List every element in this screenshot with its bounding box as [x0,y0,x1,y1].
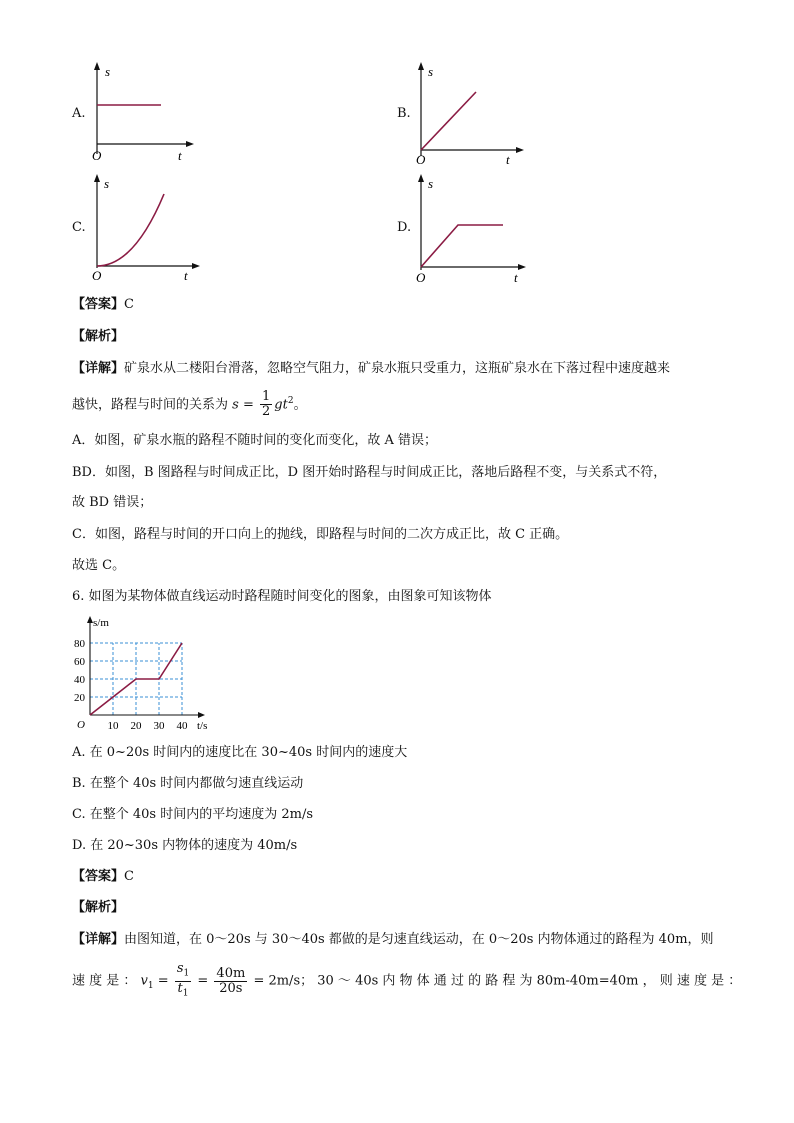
y-tick-label-0: 20 [74,692,85,704]
q5-detail-text2: 越快，路程与时间的关系为 [72,397,229,413]
graph-a-s-label: s [105,64,111,79]
q6-analysis-line [72,899,124,917]
graph-b-t-label: t [506,152,510,167]
x-tick-label-1: 20 [130,720,142,730]
x-tick-label-2: 30 [153,720,165,730]
q6-stem: 6. 如图为某物体做直线运动时路程随时间变化的图象，由图象可知该物体 [72,589,492,604]
q6-detail-tag: 【详解】 [72,932,125,947]
t1-symbol: t [177,980,183,996]
graph-a-origin: O [92,148,102,163]
option-d-label: D. [397,220,412,235]
graph-c-s-label: s [104,176,110,191]
graph-d-s-label: s [428,176,434,191]
q6-detail-line [72,931,714,949]
graph-c [86,170,202,282]
q5-detail-text: 矿泉水从二楼阳台滑落，忽略空气阻力，矿泉水瓶只受重力，这瓶矿泉水在下落过程中速度越来 [124,361,671,376]
graph-a [86,58,196,166]
q5-line-c: C．如图，路程与时间的开口向上的抛线，即路程与时间的二次方成正比，故 C 正确。 [72,527,569,542]
q6-chart [72,612,222,730]
x-axis-arrow [198,712,205,718]
graph-c-curve [97,194,164,266]
t1-sub: 1 [182,988,189,999]
graph-d [410,170,530,285]
speed-result: = 2m/s [253,973,301,989]
s1-sub: 1 [183,968,190,979]
graph-d-origin: O [416,270,426,285]
q5-detail-line [72,360,670,378]
y-axis-label: s/m [93,617,109,629]
q5-formula-line [72,386,307,420]
graph-b-s-label: s [428,64,434,79]
formula-denominator: 2 [262,404,271,420]
frac-den: 20s [219,980,243,996]
q5-line-bd2: 故 BD 错误； [72,495,153,510]
s1-symbol: s [176,961,184,976]
q6-option-b: B. 在整个 40s 时间内都做匀速直线运动 [72,776,304,791]
graph-b [410,58,526,170]
frac-num: 40m [216,965,246,981]
q6-answer-value: C [124,869,134,884]
q5-analysis-line [72,328,124,346]
v1-sub: 1 [147,981,154,992]
x-tick-label-0: 10 [107,720,119,730]
q6-option-a: A. 在 0~20s 时间内的速度比在 30~40s 时间内的速度大 [72,745,408,760]
q6-answer-tag: 【答案】 [72,869,125,884]
formula-gt: gt [274,397,288,413]
formula-exponent: 2 [287,396,294,406]
q5-line-a: A．如图，矿泉水瓶的路程不随时间的变化而变化，故 A 错误； [72,433,438,448]
graph-b-curve [421,92,476,150]
q5-answer-line [72,296,134,314]
q5-answer-tag: 【答案】 [72,297,125,312]
q6-option-c: C. 在整个 40s 时间内的平均速度为 2m/s [72,807,314,822]
formula-s: s [232,397,239,413]
q5-answer-value: C [124,297,134,312]
v1-symbol: v [140,973,148,989]
option-a-label: A. [72,106,86,121]
y-tick-label-2: 60 [74,656,85,668]
q5-detail-tag: 【详解】 [72,361,125,376]
q5-analysis-tag: 【解析】 [72,329,125,344]
graph-c-origin: O [92,268,102,282]
q6-speed-post: ； 30 ～ 40s 内 物 体 通 过 的 路 程 为 80m-40m=40m ， 则 速 度 是 ： [300,973,742,989]
formula-eq: = [242,397,254,413]
formula-numerator: 1 [262,389,271,405]
option-b-label: B. [397,106,411,121]
graph-d-curve [421,225,503,267]
numeric-fraction [214,967,247,996]
q6-answer-line [72,868,134,886]
origin-label: O [77,719,85,730]
q6-speed-line: 速 度 是 ： $v_1$ = $\frac{s_1}{t_1}$ = $\frac{40m}{20s}$ = 2m/s； 30 ～ 40s 内 物 体 通 过 的 路 程 为 80m-40m=40m ， 则 速 度 是 ： [72,961,742,999]
q6-detail-text: 由图知道，在 0～20s 与 30～40s 都做的是匀速直线运动，在 0～20s 内物体通过的路程为 40m，则 [124,932,714,947]
x-axis-label: t/s [197,720,208,730]
y-tick-label-1: 40 [74,674,85,686]
option-c-label: C. [72,220,86,235]
q6-speed-pre: 速 度 是 ： [72,973,137,989]
formula-fraction [260,390,272,419]
q5-conclusion: 故选 C。 [72,558,126,573]
y-tick-label-3: 80 [74,638,85,650]
x-tick-label-3: 40 [176,720,188,730]
graph-c-t-label: t [184,268,188,282]
q6-analysis-tag: 【解析】 [72,900,125,915]
formula-end: 。 [293,397,307,413]
q5-line-bd: BD．如图，B 图路程与时间成正比，D 图开始时路程与时间成正比，落地后路程不变，与关系式不符， [72,465,667,480]
q6-option-d: D. 在 20~30s 内物体的速度为 40m/s [72,838,298,853]
graph-d-t-label: t [514,270,518,285]
graph-a-t-label: t [178,148,182,163]
graph-b-origin: O [416,152,426,167]
s1-over-t1 [175,962,191,1000]
